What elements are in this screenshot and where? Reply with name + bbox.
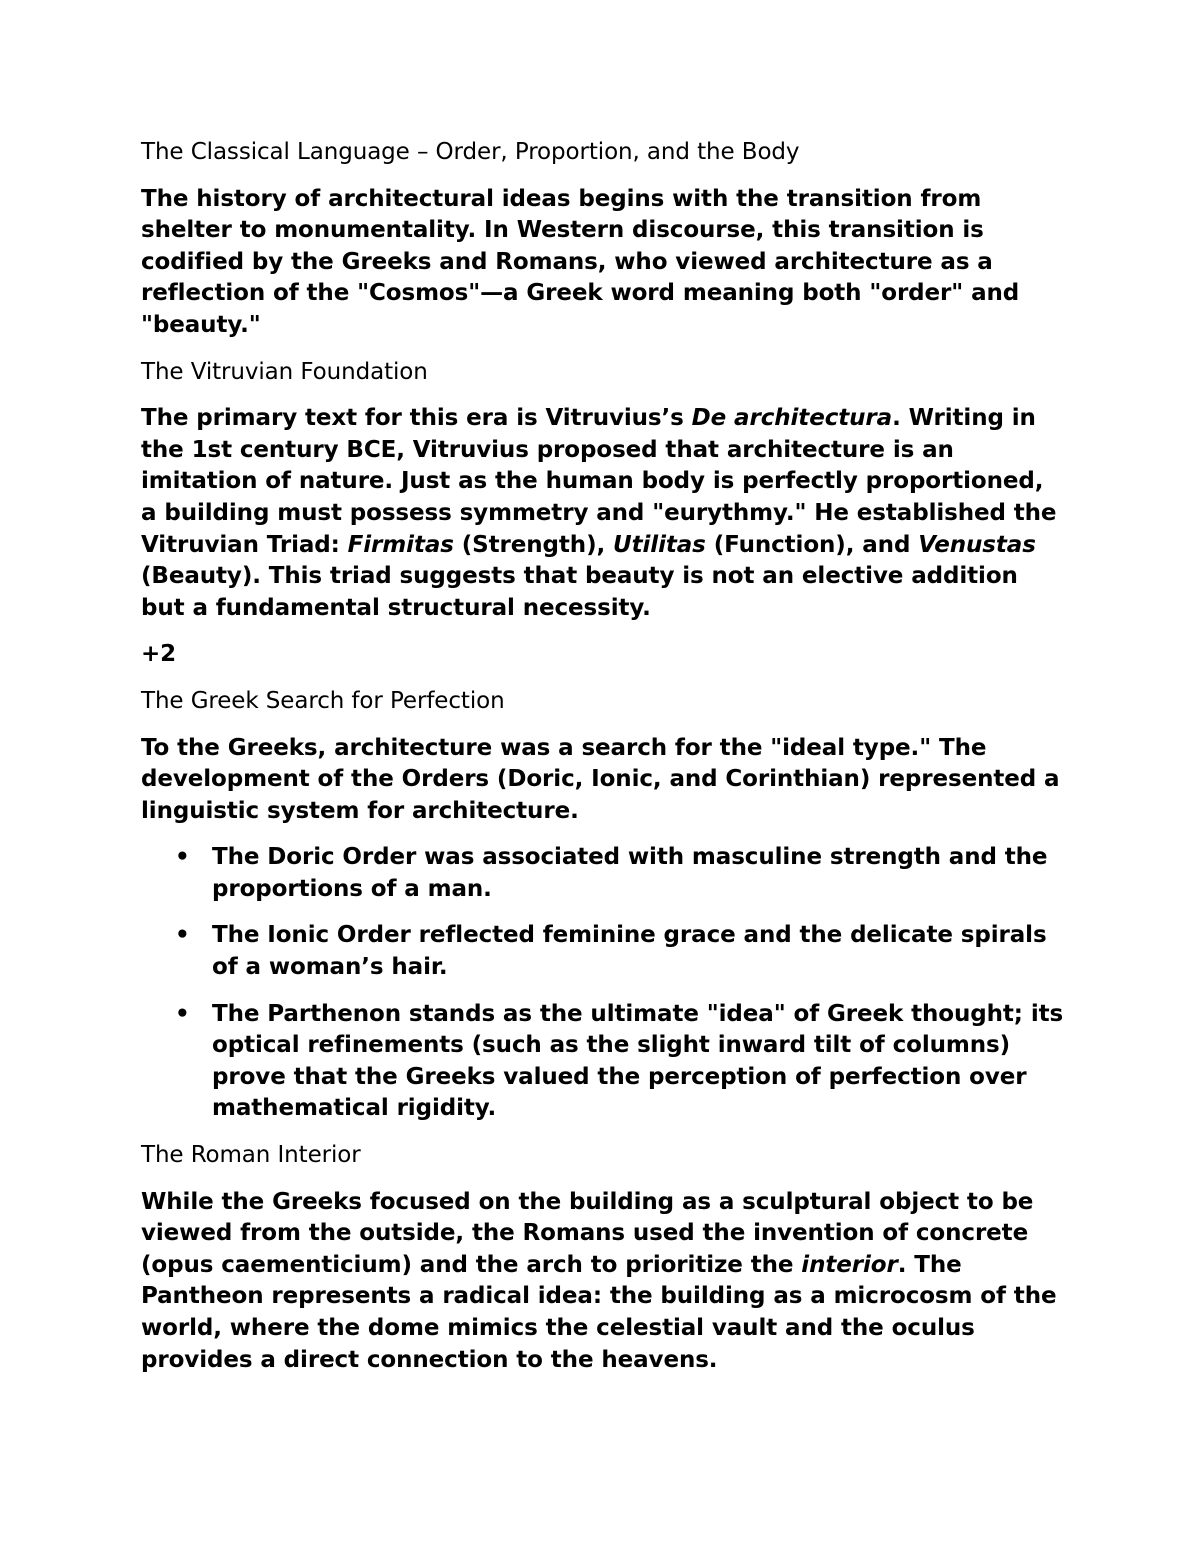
list-item-text: The Ionic Order reflected feminine grace and the delicate spirals of a woman’s hair.: [212, 922, 1047, 981]
list-item-text: The Doric Order was associated with masculine strength and the proportions of a man.: [212, 844, 1048, 902]
greek-paragraph: To the Greeks, architecture was a search for the "ideal type." The development of the Orders (Doric, Ionic, and Corinthian) represented a linguistic system for architecture.: [141, 734, 1060, 824]
vitruvian-paragraph: [141, 403, 1066, 624]
italic-run-firmitas: Firmitas: [347, 531, 454, 558]
text-run: While the Greeks focused on the building as a sculptural object to be viewed from the outside, the Romans used the invention of concrete (opus caementicium) and the arch to prioritize the: [141, 1188, 1034, 1278]
intro-paragraph: The history of architectural ideas begins with the transition from shelter to monumentality. In Western discourse, this transition is codified by the Greeks and Romans, who viewed architecture as a reflection of the "Cosmos"—a Greek word meaning both "order" and "beauty.": [141, 185, 1020, 338]
section-heading-roman: The Roman Interior: [141, 1142, 361, 1169]
italic-run-interior: interior: [801, 1251, 898, 1278]
document-page: [141, 137, 1066, 1391]
italic-run-utilitas: Utilitas: [613, 531, 706, 558]
bullet-icon: •: [175, 1000, 190, 1027]
italic-run-de-architectura: De architectura: [691, 405, 893, 432]
text-run: . Writing in the 1st century BCE, Vitruvius proposed that architecture is an imitation of nature. Just as the human body is perfectly proportioned, a building must possess symmetry and "eurythmy." He established the Vitruvian Triad:: [141, 405, 1057, 558]
italic-run-venustas: Venustas: [918, 531, 1036, 558]
text-run: (Strength),: [453, 531, 614, 558]
roman-paragraph: [141, 1187, 1066, 1377]
list-item: [141, 920, 1066, 983]
bullet-icon: •: [175, 922, 190, 949]
section-heading-greek: The Greek Search for Perfection: [141, 687, 505, 714]
citation-note: +2: [141, 641, 177, 668]
text-run: (Beauty). This triad suggests that beauty is not an elective addition but a fundamental structural necessity.: [141, 563, 1018, 621]
section-heading-vitruvian: The Vitruvian Foundation: [141, 358, 428, 385]
text-run: (Function), and: [705, 531, 919, 558]
orders-list: [141, 842, 1066, 1125]
text-run: . The Pantheon represents a radical idea: the building as a microcosm of the world, where the dome mimics the celestial vault and the oculus provides a direct connection to the heavens.: [141, 1251, 1057, 1373]
list-item: [141, 842, 1066, 905]
list-item-text: The Parthenon stands as the ultimate "idea" of Greek thought; its optical refinements (such as the slight inward tilt of columns) prove that the Greeks valued the perception of perfection over mathematical rigidity.: [212, 1000, 1064, 1122]
text-run: The primary text for this era is Vitruvius’s: [141, 405, 692, 432]
list-item: [141, 999, 1066, 1125]
bullet-icon: •: [175, 844, 190, 871]
document-title: The Classical Language – Order, Proportion, and the Body: [141, 139, 800, 165]
